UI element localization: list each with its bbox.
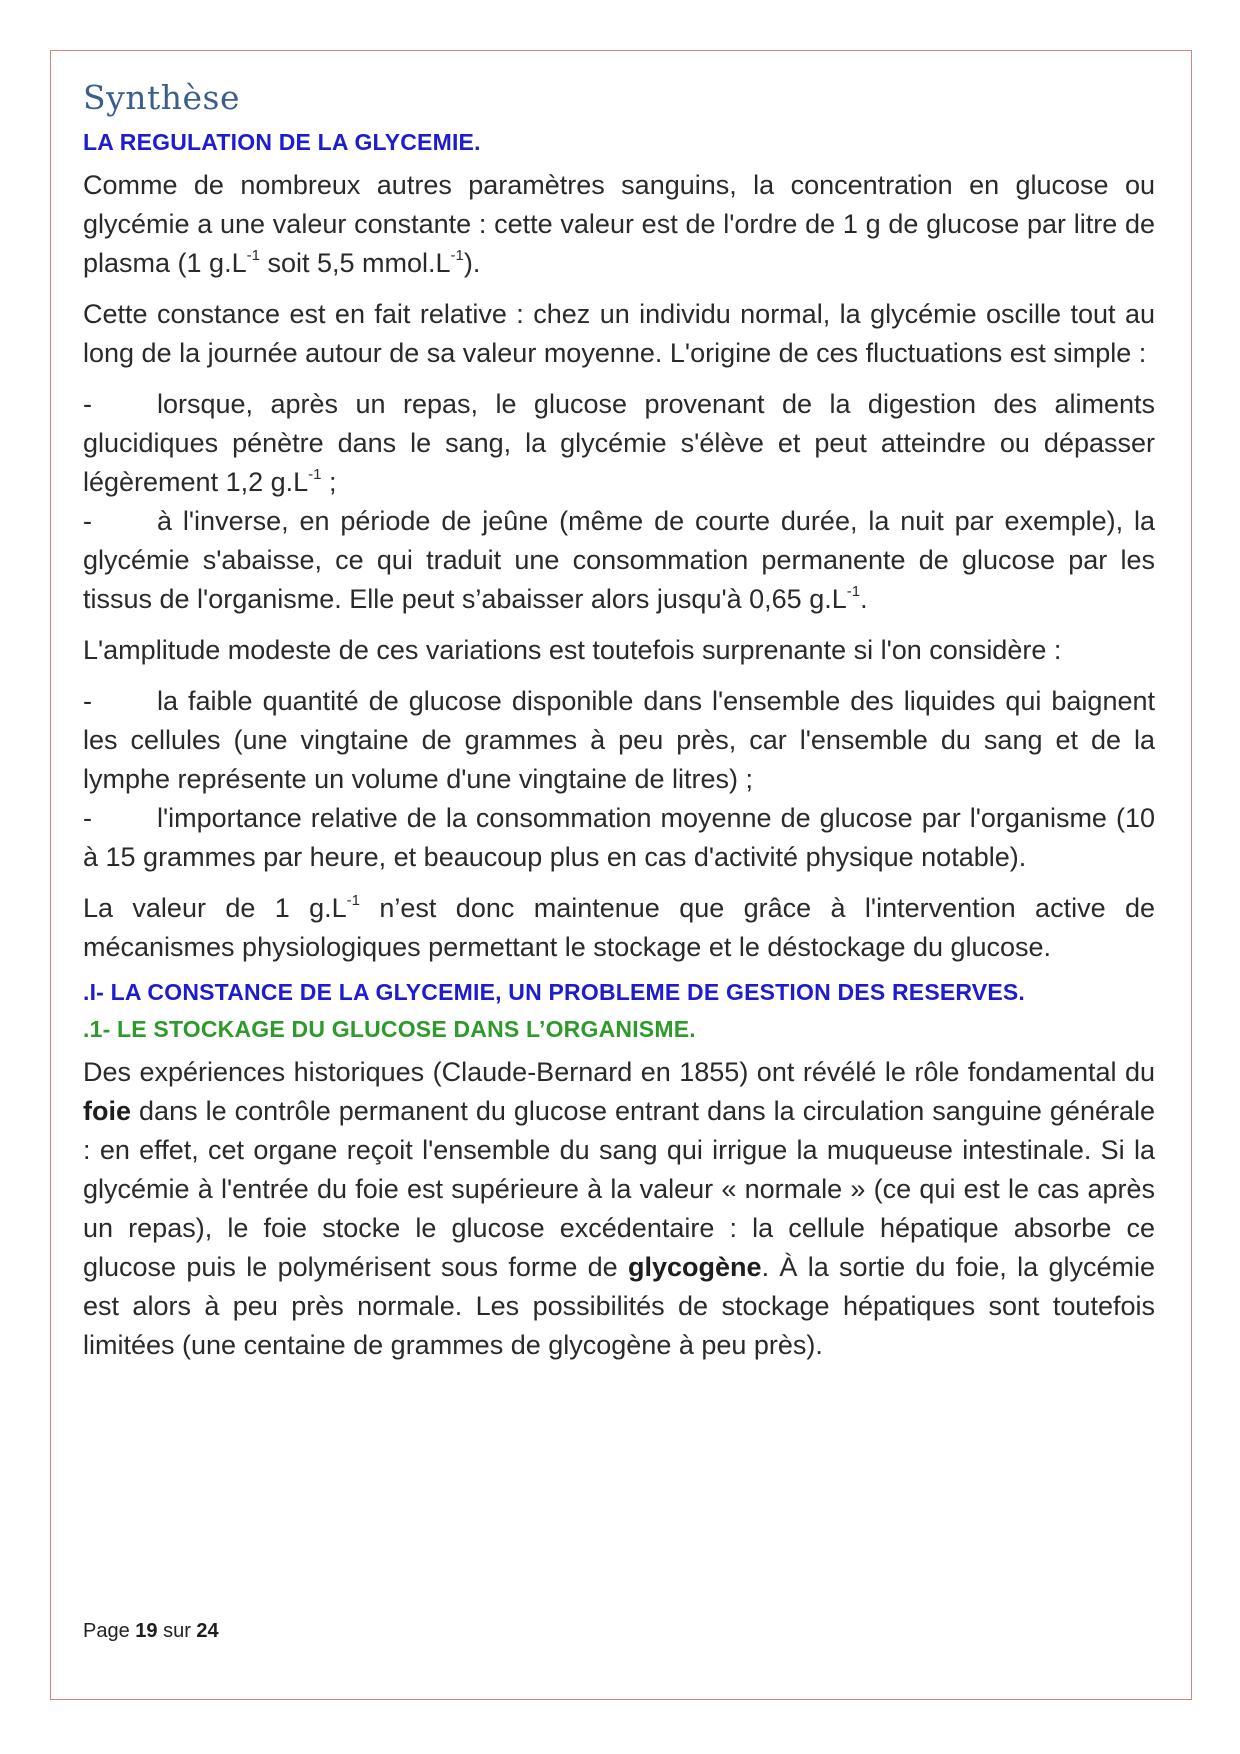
page-number-footer: Page 19 sur 24 — [83, 1620, 219, 1642]
section-heading-constance: .I- LA CONSTANCE DE LA GLYCEMIE, UN PROBLEME DE GESTION DES RESERVES. — [83, 979, 1026, 1005]
paragraph-liver: Des expériences historiques (Claude-Bernard en 1855) ont révélé le rôle fondamental du foie dans le contrôle permanent du glucose entrant dans la circulation sanguine générale : en effet, cet organe reçoit l'ensemble du sang qui irrigue la muqueuse intestinale. Si la glycémie à l'entrée du foie est supérieure à la valeur « normale » (ce qui est le cas après un repas), le foie stocke le glucose excédentaire : la cellule hépatique absorbe ce glucose puis le polymérisent sous forme de glycogène. À la sortie du foie, la glycémie est alors à peu près normale. Les possibilités de stockage hépatiques sont toutefois limitées (une centaine de grammes de glycogène à peu près). — [83, 1057, 1155, 1360]
list-item-glucose-quantity: - la faible quantité de glucose disponible dans l'ensemble des liquides qui baignent les cellules (une vingtaine de grammes à peu près, car l'ensemble du sang et de la lymphe représente un volume d'une vingtaine de litres) ; — [83, 686, 1155, 794]
document-body — [83, 70, 1155, 1377]
total-pages-number: 24 — [196, 1620, 219, 1642]
bold-term-foie: foie — [83, 1096, 132, 1126]
main-heading: LA REGULATION DE LA GLYCEMIE. — [83, 129, 481, 155]
paragraph-amplitude: L'amplitude modeste de ces variations est toutefois surprenante si l'on considère : — [83, 635, 1062, 665]
list-item-after-meal: - lorsque, après un repas, le glucose provenant de la digestion des aliments glucidiques pénètre dans le sang, la glycémie s'élève et peut atteindre ou dépasser légèrement 1,2 $g.L^{-1}$ ; — [83, 389, 1155, 497]
document-title: Synthèse — [83, 78, 241, 117]
current-page-number: 19 — [135, 1620, 158, 1642]
paragraph-constance: Cette constance est en fait relative : chez un individu normal, la glycémie oscille tout au long de la journée autour de sa valeur moyenne. L'origine de ces fluctuations est simple : — [83, 299, 1155, 368]
subsection-heading-stockage: .1- LE STOCKAGE DU GLUCOSE DANS L’ORGANISME. — [83, 1016, 696, 1042]
bold-term-glycogene: glycogène — [628, 1252, 762, 1282]
paragraph-mechanisms: La valeur de 1 $g.L^{-1}$ n’est donc maintenue que grâce à l'intervention active de mécanismes physiologiques permettant le stockage et le déstockage du glucose. — [83, 892, 1155, 962]
list-item-fasting: - à l'inverse, en période de jeûne (même de courte durée, la nuit par exemple), la glycémie s'abaisse, ce qui traduit une consommation permanente de glucose par les tissus de l'organisme. Elle peut s’abaisser alors jusqu'à 0,65 $g.L^{-1}$. — [83, 506, 1155, 614]
list-item-consumption: - l'importance relative de la consommation moyenne de glucose par l'organisme (10 à 15 grammes par heure, et beaucoup plus en cas d'activité physique notable). — [83, 803, 1155, 872]
paragraph-intro: Comme de nombreux autres paramètres sanguins, la concentration en glucose ou glycémie a une valeur constante : cette valeur est de l'ordre de 1 g de glucose par litre de plasma (1 $g.L^{-1}$ soit 5,5 $mmol.L^{-1}$). — [83, 170, 1155, 278]
